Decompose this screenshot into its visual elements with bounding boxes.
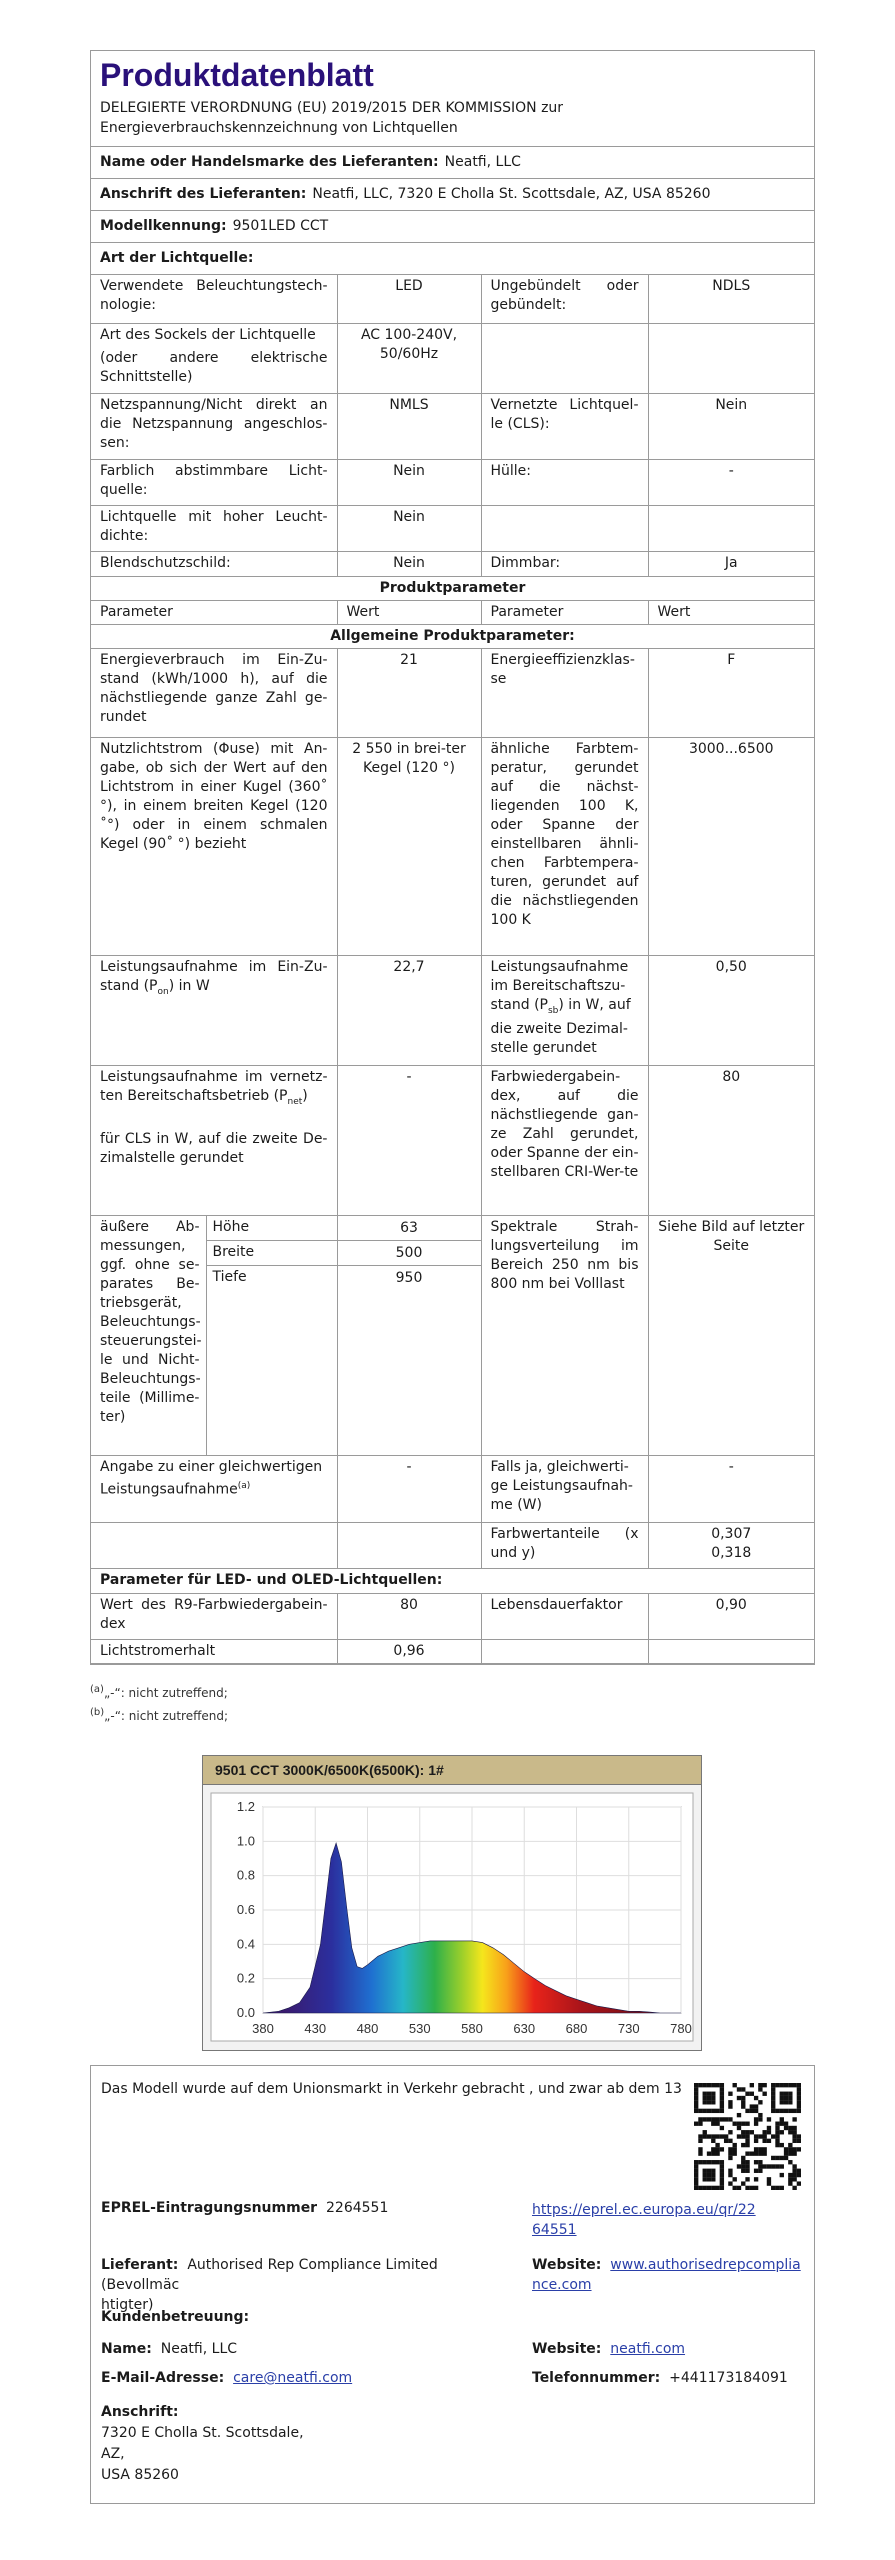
table-row xyxy=(91,1593,814,1639)
footnote-a-mark: (a) xyxy=(90,1684,104,1695)
email-label: E-Mail-Adresse: xyxy=(101,2370,225,2386)
survival-factor-value: 0,90 xyxy=(648,1593,814,1639)
y-tick-label: 0.4 xyxy=(236,1936,255,1952)
support-website-row xyxy=(532,2341,685,2357)
dimensions-values-cell xyxy=(337,1215,481,1455)
mains-label: Netzspannung/Nicht direkt an die Netzspannung angeschlos-sen: xyxy=(91,393,337,459)
email-row xyxy=(101,2370,352,2386)
height-value: 63 xyxy=(338,1216,481,1241)
chromaticity-values xyxy=(648,1522,814,1568)
table-row xyxy=(91,648,814,737)
eprel-label: EPREL-Eintragungsnummer xyxy=(101,2200,318,2216)
envelope-label: Hülle: xyxy=(481,459,648,505)
network-standby-note: für CLS in W, auf die zweite De-zimalstelle gerundet xyxy=(100,1131,328,1167)
col-header-value2: Wert xyxy=(648,600,814,624)
table-row xyxy=(91,1065,814,1215)
market-info-box xyxy=(90,2065,815,2504)
empty-cell xyxy=(481,323,648,393)
x-tick-label: 730 xyxy=(617,2021,640,2036)
r9-label: Wert des R9-Farbwiedergabein-dex xyxy=(91,1593,337,1639)
dimmable-label: Dimmbar: xyxy=(481,551,648,576)
spectrum-chart xyxy=(202,1755,702,2051)
supplier-address-row xyxy=(91,179,814,211)
cls-value: Nein xyxy=(648,393,814,459)
x-tick-label: 380 xyxy=(252,2021,274,2036)
eprel-value: 2264551 xyxy=(326,2200,389,2216)
equivalent-power-footnote-mark: (a) xyxy=(237,1480,251,1491)
chromaticity-x: 0,307 xyxy=(711,1525,752,1542)
high-luminance-label: Lichtquelle mit hoher Leucht-dichte: xyxy=(91,505,337,551)
mains-value: NMLS xyxy=(337,393,481,459)
col-header-param2: Parameter xyxy=(481,600,648,624)
footnote-b-text: „-“: nicht zutreffend; xyxy=(104,1709,229,1723)
supplier-rep-row xyxy=(101,2255,511,2315)
page-title: Produktdatenblatt xyxy=(100,57,374,93)
chromaticity-label: Farbwertanteile (x und y) xyxy=(481,1522,648,1568)
empty-cell xyxy=(337,1522,481,1568)
empty-cell xyxy=(481,505,648,551)
support-address-label: Anschrift: xyxy=(101,2404,179,2420)
x-tick-label: 530 xyxy=(408,2021,431,2036)
support-website-label: Website: xyxy=(532,2341,602,2357)
equivalent-power2-value: - xyxy=(648,1455,814,1522)
table-row xyxy=(91,600,814,624)
support-website-link[interactable]: neatfi.com xyxy=(610,2341,686,2357)
high-luminance-value: Nein xyxy=(337,505,481,551)
footnote-a xyxy=(90,1684,228,1700)
table-row xyxy=(91,393,814,459)
table-row xyxy=(91,551,814,576)
empty-cell xyxy=(648,323,814,393)
on-mode-power-value: 22,7 xyxy=(337,955,481,1065)
empty-cell xyxy=(481,1639,648,1663)
rep-website-label: Website: xyxy=(532,2257,602,2273)
supplier-name-row xyxy=(91,147,814,179)
supplier-rep-label: Lieferant: xyxy=(101,2257,179,2273)
eprel-link-line1[interactable]: https://eprel.ec.europa.eu/qr/22 xyxy=(532,2202,756,2218)
product-datasheet xyxy=(90,50,815,1665)
qr-code-icon xyxy=(694,2083,801,2190)
network-standby-value: - xyxy=(337,1065,481,1215)
glare-shield-value: Nein xyxy=(337,551,481,576)
model-id-row xyxy=(91,211,814,243)
glare-shield-label: Blendschutzschild: xyxy=(91,551,337,576)
regulation-subtitle: DELEGIERTE VERORDNUNG (EU) 2019/2015 DER KOMMISSION zur Energieverbrauchskennzeichnung von Lichtquellen xyxy=(91,96,814,147)
market-intro: Das Modell wurde auf dem Unionsmarkt in Verkehr gebracht , und zwar ab dem 13 xyxy=(101,2081,682,2097)
eprel-link[interactable] xyxy=(532,2200,756,2240)
lumen-maintenance-label: Lichtstromerhalt xyxy=(91,1639,337,1663)
luminous-flux-value: 2 550 in brei-ter Kegel (120 °) xyxy=(337,737,481,955)
phone-row xyxy=(532,2370,788,2386)
y-tick-label: 0.8 xyxy=(236,1867,255,1883)
light-source-type-heading: Art der Lichtquelle: xyxy=(91,243,814,275)
model-id-label: Modellkennung: xyxy=(100,218,227,234)
r9-value: 80 xyxy=(337,1593,481,1639)
x-tick-label: 780 xyxy=(670,2021,692,2036)
supplier-name-label: Name oder Handelsmarke des Lieferanten: xyxy=(100,154,439,170)
equivalent-power-value: - xyxy=(337,1455,481,1522)
survival-factor-label: Lebensdauerfaktor xyxy=(481,1593,648,1639)
height-label: Höhe xyxy=(206,1216,337,1241)
empty-cell xyxy=(648,1639,814,1663)
network-standby-subscript: net xyxy=(287,1096,303,1107)
cls-label: Vernetzte Lichtquel-le (CLS): xyxy=(481,393,648,459)
standby-power-subscript: sb xyxy=(547,1005,559,1016)
y-tick-label: 0.0 xyxy=(236,2005,255,2020)
eprel-link-line2[interactable]: 64551 xyxy=(532,2222,577,2238)
x-tick-label: 630 xyxy=(513,2021,536,2036)
dimensions-label: äußere Ab-messungen, ggf. ohne se-parates Be-triebsgerät, Beleuchtungs-steuerungstei-le und Nicht-Beleuchtungs-teile (Millime-ter) xyxy=(91,1216,206,1455)
rep-website-row xyxy=(532,2255,801,2295)
x-tick-label: 480 xyxy=(356,2021,379,2036)
spectrum-plot xyxy=(203,1785,701,2049)
width-value: 500 xyxy=(338,1241,481,1266)
y-tick-label: 1.2 xyxy=(236,1799,255,1814)
luminous-flux-label: Nutzlichtstrom (Φuse) mit An-gabe, ob sich der Wert auf den Lichtstrom in einer Kugel (360˚ °), in einem breiten Kegel (120 ˚°) oder in einem schmalen Kegel (90˚ °) bezieht xyxy=(91,737,337,955)
type-table xyxy=(91,275,814,1664)
table-row xyxy=(91,576,814,600)
spectral-distribution-label: Spektrale Strah-lungsverteilung im Bereich 250 nm bis 800 nm bei Volllast xyxy=(481,1215,648,1455)
envelope-value: - xyxy=(648,459,814,505)
x-tick-label: 430 xyxy=(304,2021,327,2036)
support-name-label: Name: xyxy=(101,2341,152,2357)
cri-value: 80 xyxy=(648,1065,814,1215)
table-row xyxy=(91,323,814,393)
on-mode-power-unit: ) in W xyxy=(168,977,210,994)
y-tick-label: 1.0 xyxy=(236,1833,255,1849)
chart-title: 9501 CCT 3000K/6500K(6500K): 1# xyxy=(203,1756,701,1785)
tunable-value: Nein xyxy=(337,459,481,505)
support-name-value: Neatfi, LLC xyxy=(160,2341,238,2357)
width-label: Breite xyxy=(206,1240,337,1265)
cap-type-label-line1: Art des Sockels der Lichtquelle xyxy=(100,326,316,343)
network-standby-text: Leistungsaufnahme im vernetz-ten Bereitschaftsbetrieb (P xyxy=(100,1068,328,1104)
efficiency-class-label: Energieeffizienzklas-se xyxy=(481,648,648,737)
tunable-label: Farblich abstimmbare Licht-quelle: xyxy=(91,459,337,505)
table-row xyxy=(91,1455,814,1522)
eprel-row xyxy=(101,2200,388,2216)
on-mode-power-text: Leistungsaufnahme im Ein-Zu-stand (P xyxy=(100,958,328,994)
col-header-value: Wert xyxy=(337,600,481,624)
general-params-heading: Allgemeine Produktparameter: xyxy=(91,624,814,648)
rep-website-link[interactable]: www.authorisedrepcomplia xyxy=(610,2257,801,2273)
footnote-b-mark: (b) xyxy=(90,1707,105,1718)
cap-type-value: AC 100-240V, 50/60Hz xyxy=(337,323,481,393)
technology-label: Verwendete Beleuchtungstech-nologie: xyxy=(91,275,337,323)
cap-type-label xyxy=(91,323,337,393)
equivalent-power2-label: Falls ja, gleichwerti-ge Leistungsaufnah-me (W) xyxy=(481,1455,648,1522)
on-mode-power-subscript: on xyxy=(157,986,169,997)
email-link[interactable]: care@neatfi.com xyxy=(233,2370,353,2386)
standby-power-text: Leistungsaufnahme im Bereitschaftszu-stand (P xyxy=(490,958,629,1013)
supplier-address-label: Anschrift des Lieferanten: xyxy=(100,186,307,202)
efficiency-class-value: F xyxy=(648,648,814,737)
cap-type-label-line2: (oder andere elektrische Schnittstelle) xyxy=(100,349,328,385)
technology-value: LED xyxy=(337,275,481,323)
support-address-line2: AZ, xyxy=(101,2446,125,2462)
dimensions-table xyxy=(91,1216,337,1455)
empty-cell xyxy=(648,505,814,551)
network-standby-label xyxy=(91,1065,337,1215)
energy-consumption-value: 21 xyxy=(337,648,481,737)
network-standby-paren: ) xyxy=(302,1087,308,1104)
x-tick-label: 680 xyxy=(565,2021,588,2036)
support-address-line1: 7320 E Cholla St. Scottsdale, xyxy=(101,2425,304,2441)
depth-label: Tiefe xyxy=(212,1268,247,1285)
cri-label: Farbwiedergabein-dex, auf die nächstliegende gan-ze Zahl gerundet, oder Spanne der ein-stellbaren CRI-Wer-te xyxy=(481,1065,648,1215)
cct-value: 3000...6500 xyxy=(648,737,814,955)
col-header-param: Parameter xyxy=(91,600,337,624)
x-tick-label: 580 xyxy=(461,2021,483,2036)
customer-support-heading: Kundenbetreuung: xyxy=(101,2309,250,2325)
supplier-address-value: Neatfi, LLC, 7320 E Cholla St. Scottsdale, AZ, USA 85260 xyxy=(312,186,711,202)
supplier-rep-value: Authorised Rep Compliance Limited (Bevollmäc xyxy=(101,2257,438,2293)
standby-power-value: 0,50 xyxy=(648,955,814,1065)
spectral-distribution-value: Siehe Bild auf letzter Seite xyxy=(648,1215,814,1455)
empty-cell xyxy=(91,1522,337,1568)
directional-label: Ungebündelt oder gebündelt: xyxy=(481,275,648,323)
table-row xyxy=(91,624,814,648)
table-row xyxy=(91,1639,814,1663)
support-address-line3: USA 85260 xyxy=(101,2467,179,2483)
table-row xyxy=(91,1568,814,1593)
support-address xyxy=(101,2402,304,2486)
supplier-rep-value-cont: htigter) xyxy=(101,2297,154,2313)
dimensions-cell xyxy=(91,1215,337,1455)
table-row xyxy=(91,505,814,551)
y-tick-label: 0.6 xyxy=(236,1902,255,1917)
lumen-maintenance-value: 0,96 xyxy=(337,1639,481,1663)
energy-consumption-label: Energieverbrauch im Ein-Zu-stand (kWh/1000 h), auf die nächstliegende ganze Zahl ge-rundet xyxy=(91,648,337,737)
support-name-row xyxy=(101,2341,237,2357)
led-params-heading: Parameter für LED- und OLED-Lichtquellen: xyxy=(91,1568,814,1593)
table-row xyxy=(91,1215,814,1455)
table-row xyxy=(91,275,814,323)
standby-power-unit: ) in W, auf die zweite Dezimal-stelle gerundet xyxy=(490,996,631,1057)
table-row xyxy=(91,737,814,955)
directional-value: NDLS xyxy=(648,275,814,323)
footnote-b xyxy=(90,1707,228,1723)
table-row xyxy=(91,459,814,505)
cct-label: ähnliche Farbtem-peratur, gerundet auf die nächst-liegenden 100 K, oder Spanne der einstellbaren ähnli-chen Farbtempera-turen, gerundet auf die nächstliegenden 100 K xyxy=(481,737,648,955)
on-mode-power-label xyxy=(91,955,337,1065)
footnote-a-text: „-“: nicht zutreffend; xyxy=(103,1686,228,1700)
phone-label: Telefonnummer: xyxy=(532,2370,661,2386)
standby-power-label xyxy=(481,955,648,1065)
phone-value: +441173184091 xyxy=(669,2370,788,2386)
supplier-name-value: Neatfi, LLC xyxy=(444,154,521,170)
model-id-value: 9501LED CCT xyxy=(232,218,329,234)
table-row xyxy=(91,955,814,1065)
y-tick-label: 0.2 xyxy=(236,1970,255,1986)
rep-website-link-cont[interactable]: nce.com xyxy=(532,2277,592,2293)
depth-value: 950 xyxy=(395,1269,423,1286)
dimmable-value: Ja xyxy=(648,551,814,576)
equivalent-power-text: Angabe zu einer gleichwertigen Leistungsaufnahme xyxy=(100,1458,323,1498)
chromaticity-y: 0,318 xyxy=(711,1544,752,1561)
product-params-heading: Produktparameter xyxy=(91,576,814,600)
table-row xyxy=(91,1522,814,1568)
equivalent-power-label xyxy=(91,1455,337,1522)
